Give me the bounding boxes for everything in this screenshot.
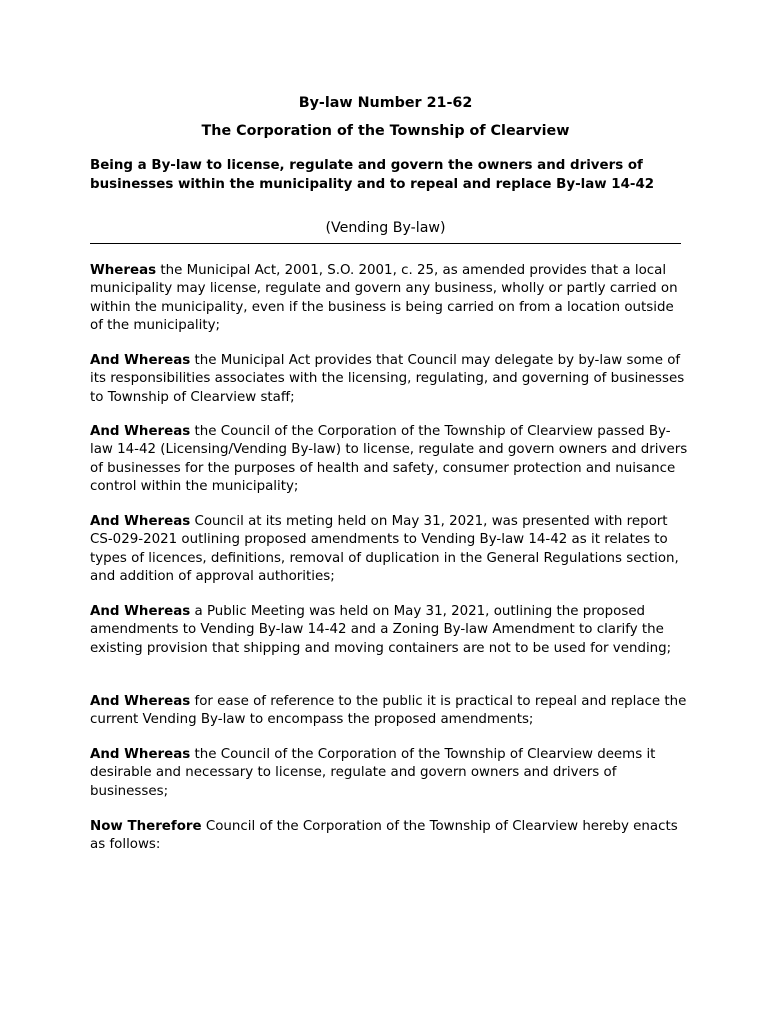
corporation-heading: The Corporation of the Township of Clearview (201, 123, 570, 139)
recital-clause-6 (90, 693, 690, 730)
clause-lead: And Whereas (90, 694, 191, 709)
horizontal-divider (90, 243, 681, 244)
clause-text: for ease of reference to the public it is practical to repeal and replace the current Vending By-law to encompass the proposed amendments; (90, 694, 687, 728)
clause-text: the Council of the Corporation of the Township of Clearview deems it desirable and necessary to license, regulate and govern owners and drivers of businesses; (90, 747, 656, 799)
bylaw-short-title: (Vending By-law) (325, 220, 446, 236)
recital-clause-2 (90, 352, 690, 407)
clause-text: Council at its meting held on May 31, 2021, was presented with report CS-029-2021 outlining proposed amendments to Vending By-law 14-42 as it relates to types of licences, definitions, removal of duplication in the General Regulations section, and addition of approval authorities; (90, 514, 679, 584)
clause-text: the Municipal Act provides that Council may delegate by by-law some of its responsibilities associates with the licensing, regulating, and governing of businesses to Township of Clearview staff; (90, 353, 685, 405)
clause-lead: Now Therefore (90, 819, 202, 834)
clause-text: the Council of the Corporation of the Township of Clearview passed By-law 14-42 (Licensing/Vending By-law) to license, regulate and govern owners and drivers of businesses for the purposes of health and safety, consumer protection and nuisance control within the municipality; (90, 424, 688, 494)
clause-text: a Public Meeting was held on May 31, 2021, outlining the proposed amendments to Vending By-law 14-42 and a Zoning By-law Amendment to clarify the existing provision that shipping and moving containers are not to be used for vending; (90, 604, 672, 656)
clause-text: the Municipal Act, 2001, S.O. 2001, c. 25, as amended provides that a local municipality may license, regulate and govern any business, wholly or partly carried on within the municipality, even if the business is being carried on from a location outside of the municipality; (90, 263, 678, 333)
bylaw-number-heading: By-law Number 21-62 (298, 95, 473, 111)
recital-clause-3 (90, 423, 690, 496)
enacting-clause (90, 818, 690, 855)
clause-lead: And Whereas (90, 604, 191, 619)
recital-clause-5 (90, 603, 690, 658)
clause-lead: And Whereas (90, 353, 191, 368)
clause-lead: And Whereas (90, 514, 191, 529)
bylaw-purpose: Being a By-law to license, regulate and govern the owners and drivers of businesses within the municipality and to repeal and replace By-law 14-42 (90, 158, 655, 192)
recital-clause-7 (90, 746, 690, 801)
recital-clause-1 (90, 262, 690, 335)
clause-lead: Whereas (90, 263, 157, 278)
recital-clause-4 (90, 513, 690, 586)
clause-text: Council of the Corporation of the Township of Clearview hereby enacts as follows: (90, 819, 678, 853)
clause-lead: And Whereas (90, 424, 191, 439)
clause-lead: And Whereas (90, 747, 191, 762)
